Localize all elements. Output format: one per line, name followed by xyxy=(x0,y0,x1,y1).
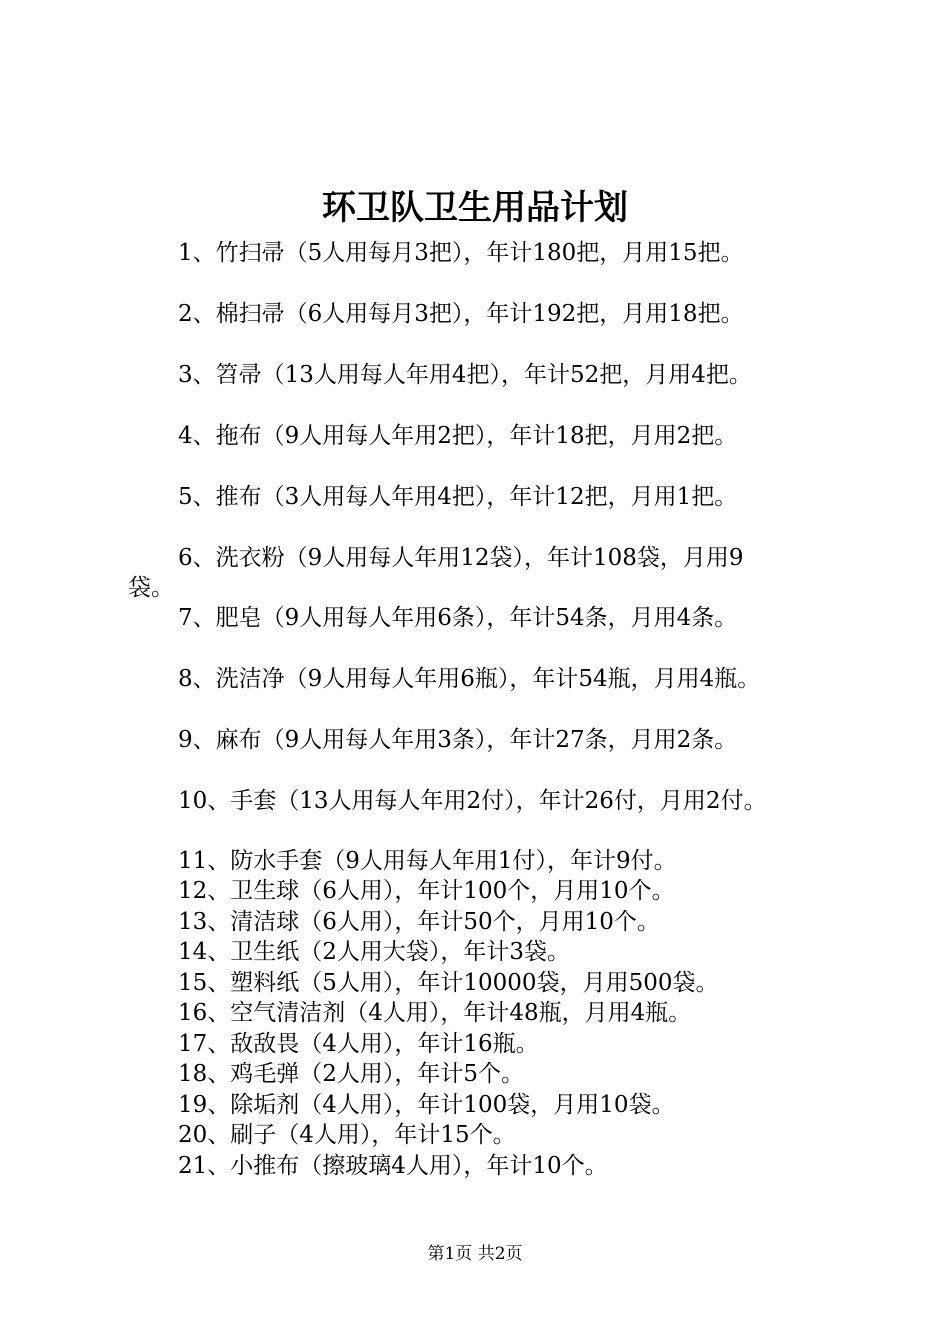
list-item: 3、笤帚（13人用每人年用4把），年计52把，月用4把。 xyxy=(178,362,752,388)
list-item: 7、肥皂（9人用每人年用6条），年计54条，月用4条。 xyxy=(178,605,738,631)
list-item-continuation: 袋。 xyxy=(128,575,174,601)
list-item: 15、塑料纸（5人用），年计10000袋，月用500袋。 xyxy=(178,970,719,996)
list-item: 10、手套（13人用每人年用2付），年计26付，月用2付。 xyxy=(178,788,767,814)
list-item: 6、洗衣粉（9人用每人年用12袋），年计108袋，月用9 xyxy=(178,545,744,571)
list-item: 2、棉扫帚（6人用每月3把），年计192把，月用18把。 xyxy=(178,301,744,327)
list-item: 12、卫生球（6人用），年计100个，月用10个。 xyxy=(178,878,675,904)
list-item: 17、敌敌畏（4人用），年计16瓶。 xyxy=(178,1031,539,1057)
list-item: 16、空气清洁剂（4人用），年计48瓶，月用4瓶。 xyxy=(178,1000,692,1026)
list-item: 11、防水手套（9人用每人年用1付），年计9付。 xyxy=(178,848,677,874)
list-item: 20、刷子（4人用），年计15个。 xyxy=(178,1122,516,1148)
list-item: 5、推布（3人用每人年用4把），年计12把，月用1把。 xyxy=(178,484,738,510)
list-item: 14、卫生纸（2人用大袋），年计3袋。 xyxy=(178,939,571,965)
list-item: 21、小推布（擦玻璃4人用），年计10个。 xyxy=(178,1153,608,1179)
list-item: 18、鸡毛弹（2人用），年计5个。 xyxy=(178,1061,525,1087)
page-title: 环卫队卫生用品计划 xyxy=(322,188,628,228)
list-item: 8、洗洁净（9人用每人年用6瓶），年计54瓶，月用4瓶。 xyxy=(178,666,761,692)
list-item: 19、除垢剂（4人用），年计100袋，月用10袋。 xyxy=(178,1092,675,1118)
page-footer: 第1页 共2页 xyxy=(427,1244,523,1264)
list-item: 9、麻布（9人用每人年用3条），年计27条，月用2条。 xyxy=(178,727,738,753)
list-item: 1、竹扫帚（5人用每月3把），年计180把，月用15把。 xyxy=(178,240,744,266)
list-item: 13、清洁球（6人用），年计50个，月用10个。 xyxy=(178,909,660,935)
list-item: 4、拖布（9人用每人年用2把），年计18把，月用2把。 xyxy=(178,423,738,449)
